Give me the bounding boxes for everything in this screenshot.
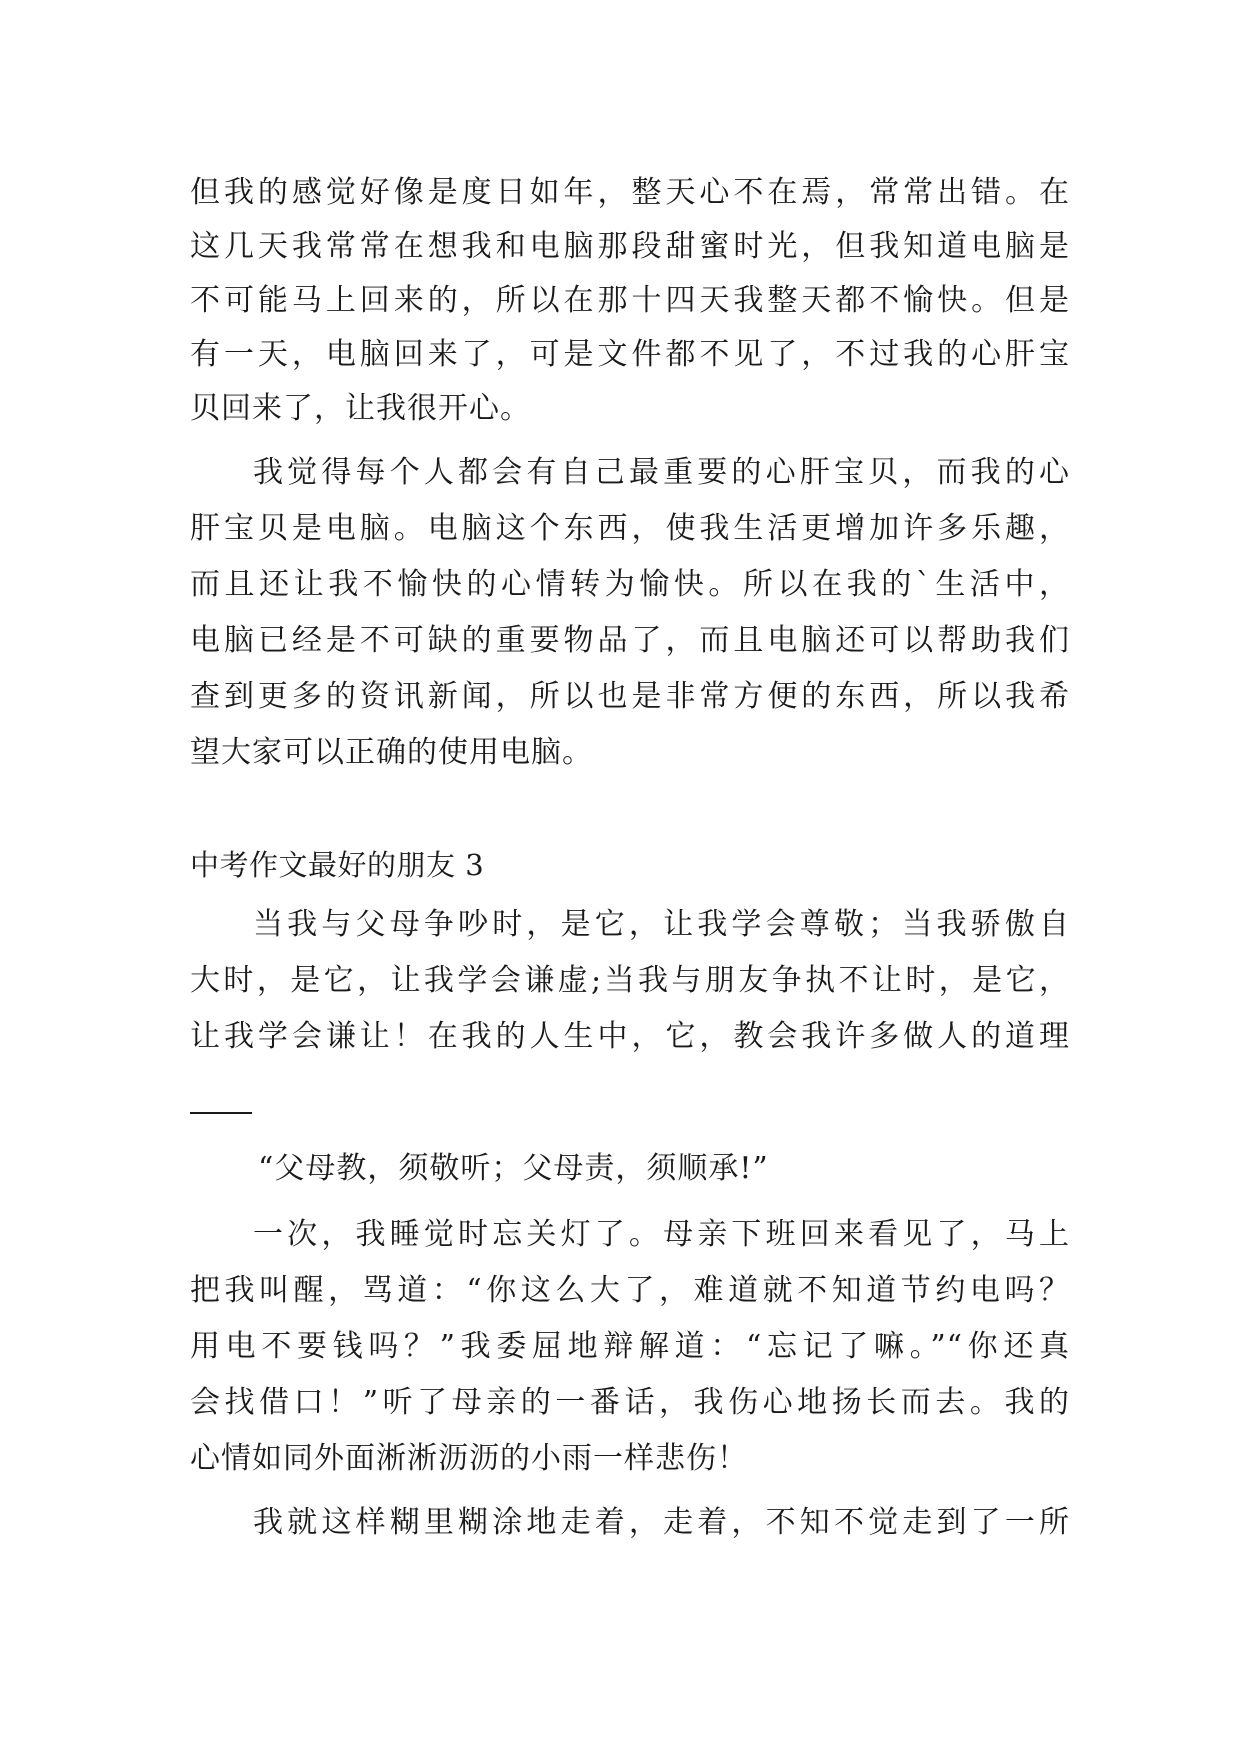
paragraph-line: 但我的感觉好像是度日如年，整天心不在焉，常常出错。在: [190, 175, 1070, 210]
paragraph-line: 会找借口！”听了母亲的一番话，我伤心地扬长而去。我的: [190, 1385, 1070, 1420]
essay-heading: 中考作文最好的朋友 3: [190, 848, 485, 882]
paragraph-first-line: 我就这样糊里糊涂地走着，走着，不知不觉走到了一所: [253, 1505, 1070, 1540]
paragraph-line: 不可能马上回来的，所以在那十四天我整天都不愉快。但是: [190, 283, 1070, 318]
paragraph-line: 望大家可以正确的使用电脑。: [190, 735, 593, 770]
paragraph-first-line: 当我与父母争吵时，是它，让我学会尊敬；当我骄傲自: [253, 907, 1070, 942]
paragraph-line: 用电不要钱吗？”我委屈地辩解道：“忘记了嘛。”“你还真: [190, 1329, 1070, 1364]
em-dash-line: [190, 1112, 252, 1114]
paragraph-line: 肝宝贝是电脑。电脑这个东西，使我生活更增加许多乐趣，: [190, 511, 1070, 546]
paragraph-first-line: 我觉得每个人都会有自己最重要的心肝宝贝，而我的心: [253, 455, 1070, 490]
quote-line: “父母教，须敬听；父母责，须顺承!”: [258, 1151, 769, 1186]
paragraph-line: 贝回来了，让我很开心。: [190, 391, 531, 426]
paragraph-line: 而且还让我不愉快的心情转为愉快。所以在我的`生活中，: [190, 567, 1070, 602]
paragraph-line: 查到更多的资讯新闻，所以也是非常方便的东西，所以我希: [190, 679, 1070, 714]
paragraph-line: 这几天我常常在想我和电脑那段甜蜜时光，但我知道电脑是: [190, 229, 1070, 264]
paragraph-line: 让我学会谦让！在我的人生中，它，教会我许多做人的道理: [190, 1019, 1070, 1054]
paragraph-line: 有一天，电脑回来了，可是文件都不见了，不过我的心肝宝: [190, 337, 1070, 372]
paragraph-first-line: 一次，我睡觉时忘关灯了。母亲下班回来看见了，马上: [253, 1217, 1070, 1252]
paragraph-line: 电脑已经是不可缺的重要物品了，而且电脑还可以帮助我们: [190, 623, 1070, 658]
paragraph-line: 心情如同外面淅淅沥沥的小雨一样悲伤！: [190, 1441, 748, 1476]
paragraph-line: 大时，是它，让我学会谦虚;当我与朋友争执不让时，是它，: [190, 963, 1070, 998]
paragraph-line: 把我叫醒，骂道：“你这么大了，难道就不知道节约电吗？: [190, 1273, 1070, 1308]
